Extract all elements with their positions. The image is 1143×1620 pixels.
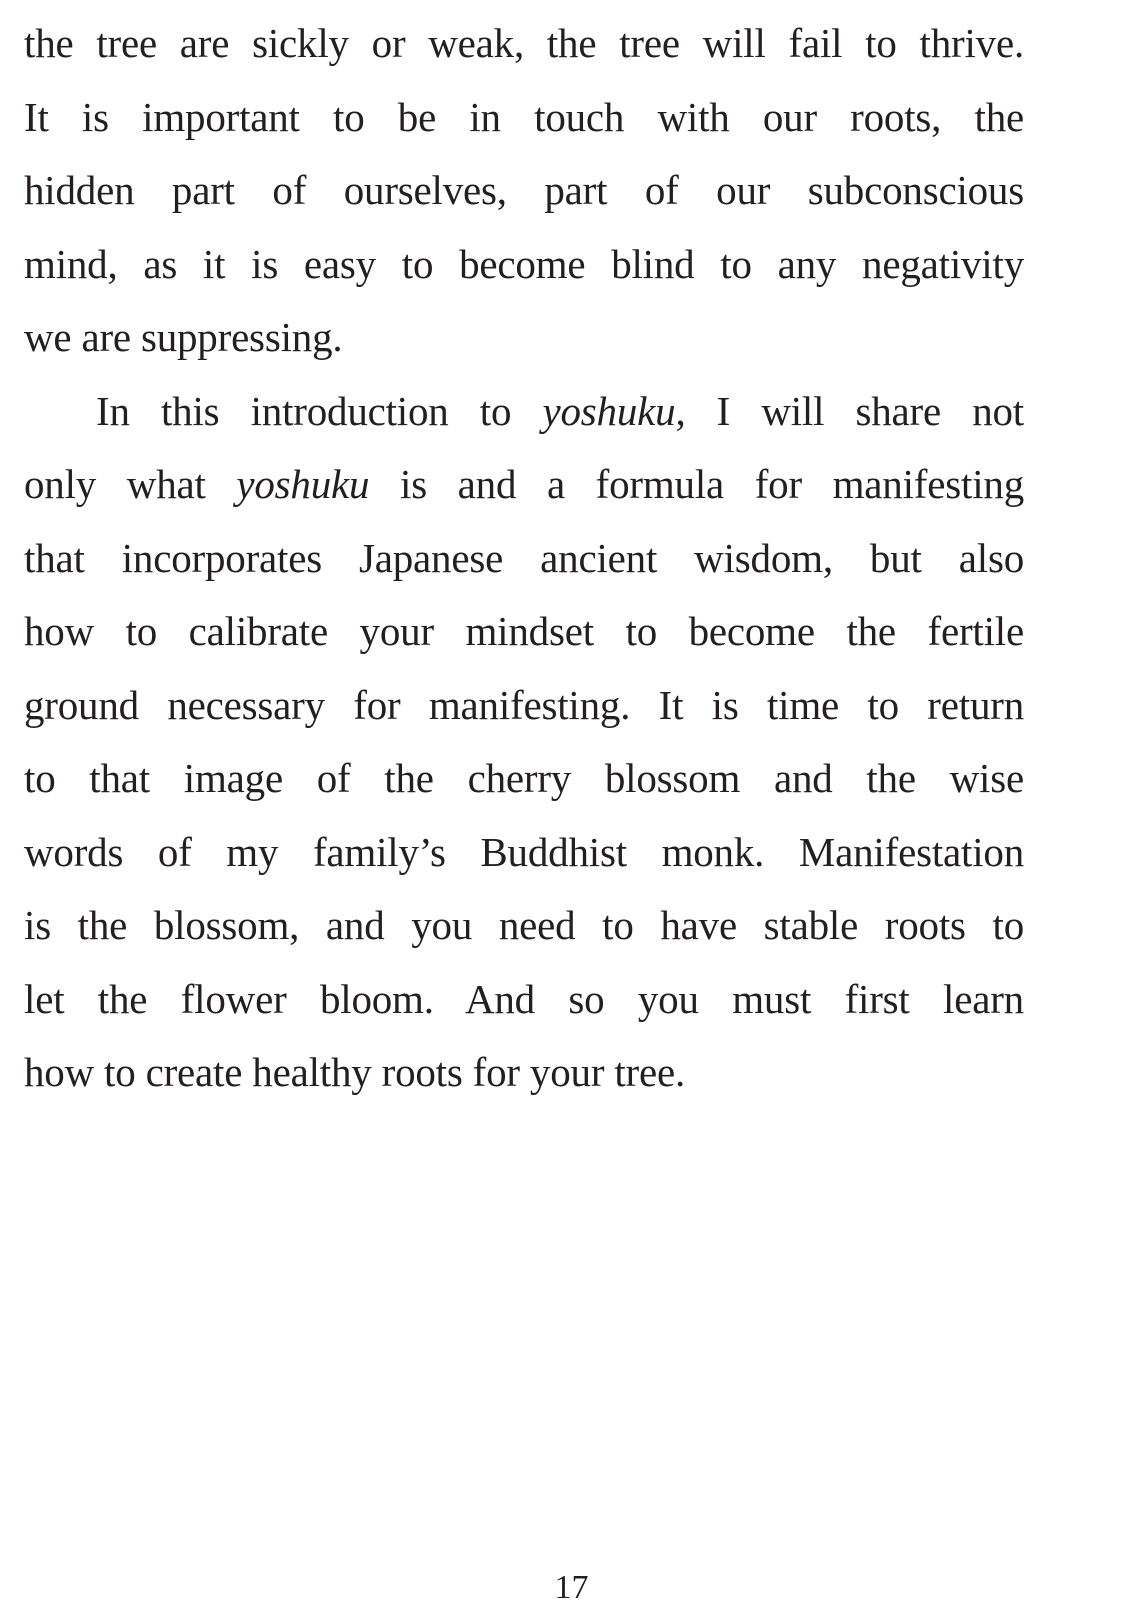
text-line [24, 889, 1024, 963]
italic-term: yoshuku [542, 387, 676, 434]
text-line [24, 301, 1024, 375]
text-line [24, 1036, 1024, 1110]
text-line [24, 816, 1024, 890]
line-text: how to create healthy roots for your tree. [24, 1049, 686, 1095]
line-text: , I will share not [675, 387, 1024, 434]
page-number: 17 [554, 1569, 589, 1606]
text-line [24, 228, 1024, 302]
text-line [24, 595, 1024, 669]
text-line [24, 742, 1024, 816]
italic-term: yoshuku [236, 461, 370, 507]
body-text [24, 7, 1024, 1110]
line-text: words of my family’s Buddhist monk. Manifestation [24, 828, 1024, 875]
line-text: mind, as it is easy to become blind to any negativity [24, 240, 1024, 287]
line-text: that incorporates Japanese ancient wisdom, but also [24, 534, 1024, 581]
line-text: ground necessary for manifesting. It is time to return [24, 681, 1024, 728]
line-text: It is important to be in touch with our roots, the [24, 93, 1024, 140]
text-line [24, 7, 1024, 81]
text-line [24, 154, 1024, 228]
line-text: let the flower bloom. And so you must first learn [24, 975, 1024, 1022]
text-line [24, 375, 1024, 449]
paragraph-yoshuku-intro [24, 375, 1024, 1110]
line-text: we are suppressing. [24, 314, 343, 360]
text-line [24, 448, 1024, 522]
line-text: hidden part of ourselves, part of our subconscious [24, 167, 1024, 213]
line-text: only what [24, 461, 237, 507]
line-text: is the blossom, and you need to have stable roots to [24, 902, 1024, 948]
text-line [24, 963, 1024, 1037]
text-line [24, 522, 1024, 596]
line-text: In this introduction to [96, 387, 543, 434]
line-text: how to calibrate your mindset to become the fertile [24, 608, 1024, 654]
paragraph-continued [24, 7, 1024, 375]
line-text: to that image of the cherry blossom and the wise [24, 755, 1024, 801]
line-text: is and a formula for manifesting [369, 461, 1024, 507]
text-line [24, 81, 1024, 155]
text-line [24, 669, 1024, 743]
line-text: the tree are sickly or weak, the tree will fail to thrive. [24, 20, 1024, 66]
